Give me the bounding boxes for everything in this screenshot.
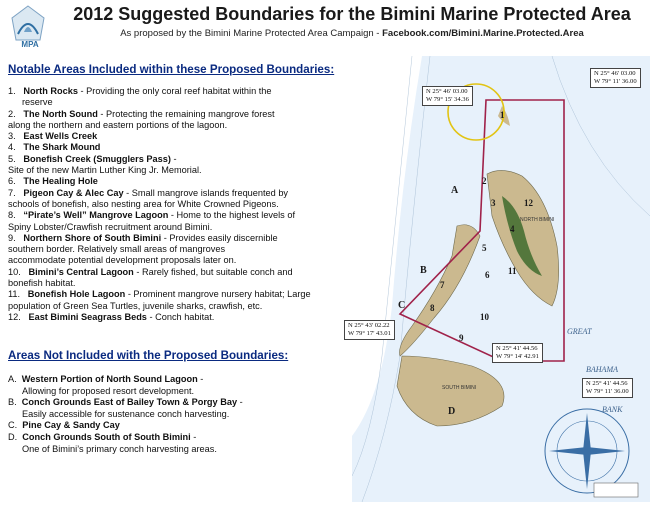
chart-info-box: [594, 483, 638, 497]
label-great: GREAT: [567, 327, 592, 336]
list-item: C. Pine Cay & Sandy Cay: [8, 420, 120, 431]
marker-9: 9: [459, 333, 464, 343]
list-item: A. Western Portion of North Sound Lagoon - Allowing for proposed resort development.: [8, 374, 204, 396]
marker-7: 7: [440, 280, 445, 290]
label-bahama: BAHAMA: [586, 365, 618, 374]
list-item: 5. Bonefish Creek (Smugglers Pass) - Site of the new Martin Luther King Jr. Memorial.: [8, 153, 202, 176]
list-item: 10. Bimini’s Central Lagoon - Rarely fished, but suitable conch and bonefish habitat.: [8, 266, 293, 289]
marker-8: 8: [430, 303, 435, 313]
list-item: B. Conch Grounds East of Bailey Town & Porgy Bay - Easily accessible for sustenance conch harvesting.: [8, 397, 243, 419]
compass-rose-icon: [545, 409, 629, 493]
legend-panel: [0, 56, 352, 502]
marker-5: 5: [482, 243, 487, 253]
logo-text: MPA: [21, 40, 39, 49]
marker-12: 12: [524, 198, 533, 208]
marker-4: 4: [510, 224, 515, 234]
page-title: 2012 Suggested Boundaries for the Bimini Marine Protected Area: [73, 4, 631, 24]
excluded-heading: Areas Not Included with the Proposed Boundaries:: [8, 349, 289, 362]
coord-box-sw: N 25° 43' 02.22 W 79° 17' 43.01: [344, 320, 395, 340]
map-canvas: [352, 56, 650, 502]
marker-B: B: [420, 265, 427, 276]
label-south-bimini: SOUTH BIMINI: [442, 385, 477, 391]
label-bank: BANK: [602, 405, 623, 414]
marker-3: 3: [491, 198, 496, 208]
subtitle-text: As proposed by the Bimini Marine Protected Area Campaign -: [120, 28, 383, 39]
marker-6: 6: [485, 270, 490, 280]
included-list: [8, 86, 346, 323]
marker-10: 10: [480, 312, 489, 322]
marker-1: 1: [500, 110, 505, 120]
excluded-list: [8, 374, 346, 455]
nautical-map: [348, 56, 650, 502]
list-item: 12. East Bimini Seagrass Beds - Conch habitat.: [8, 311, 215, 322]
header: [0, 0, 650, 56]
list-item: 7. Pigeon Cay & Alec Cay - Small mangrove islands frequented by schools of bonefish, also nesting area for White Crowned Pigeons.: [8, 187, 289, 209]
list-item: 8. “Pirate’s Well” Mangrove Lagoon - Home to the highest levels of Spiny Lobster/Crawfish recruitment around Bimini.: [8, 210, 295, 232]
list-item: 11. Bonefish Hole Lagoon - Prominent mangrove nursery habitat; Large population of Green Sea Turtles, juvenile sharks, crawfish, etc.: [8, 289, 311, 311]
list-item: 6. The Healing Hole: [8, 176, 98, 187]
facebook-link[interactable]: Facebook.com/Bimini.Marine.Protected.Area: [382, 28, 584, 39]
list-item: 3. East Wells Creek: [8, 131, 98, 142]
list-item: 4. The Shark Mound: [8, 142, 101, 153]
label-north-bimini: NORTH BIMINI: [520, 217, 555, 223]
included-heading: Notable Areas Included within these Proposed Boundaries:: [8, 63, 335, 76]
list-item: 2. The North Sound - Protecting the remaining mangrove forest along the northern and eastern portions of the lagoon.: [8, 108, 275, 130]
marker-A: A: [451, 185, 459, 196]
list-item: D. Conch Grounds South of South Bimini - One of Bimini’s primary conch harvesting areas.: [8, 431, 217, 454]
coord-box-ne: N 25° 46' 03.00 W 79° 11' 36.00: [590, 68, 641, 88]
coord-box-s: N 25° 41' 44.56 W 79° 14' 42.91: [492, 343, 543, 363]
page-subtitle: [60, 28, 644, 39]
list-item: 9. Northern Shore of South Bimini - Provides easily discernible southern border. Relatively small areas of mangroves accommodate potential development proposals later on.: [8, 232, 278, 266]
coord-box-se: N 25° 41' 44.56 W 79° 11' 36.00: [582, 378, 633, 398]
marker-D: D: [448, 406, 456, 417]
coord-box-nw: N 25° 46' 03.00 W 79° 15' 34.36: [422, 86, 473, 106]
marker-C: C: [398, 300, 406, 311]
list-item: 1. North Rocks - Providing the only coral reef habitat within the reserve: [8, 86, 272, 108]
marker-11: 11: [508, 266, 517, 276]
marker-2: 2: [482, 176, 487, 186]
